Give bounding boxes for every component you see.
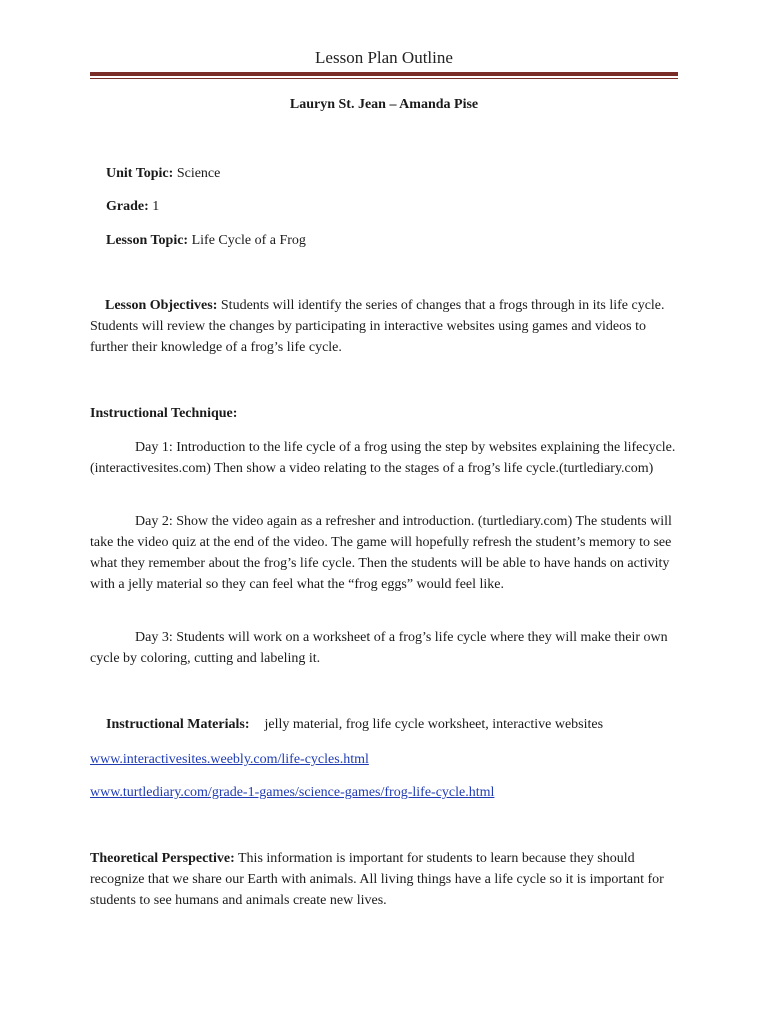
- grade-label: Grade:: [106, 199, 149, 214]
- link-interactivesites-text[interactable]: www.interactivesites.weebly.com/life-cycles.html: [90, 752, 369, 767]
- lesson-topic-line: [106, 230, 306, 251]
- materials-line: [106, 714, 603, 735]
- document-title: Lesson Plan Outline: [315, 48, 453, 67]
- perspective-text: This information is important for students to learn because they should recognize that we share our Earth with animals. All living things have a life cycle so it is important for students to see humans and animals create new lives.: [90, 851, 664, 908]
- authors-line: Lauryn St. Jean – Amanda Pise: [289, 97, 479, 112]
- perspective-label: Theoretical Perspective:: [90, 851, 235, 866]
- materials-value: jelly material, frog life cycle worksheet, interactive websites: [264, 717, 604, 732]
- unit-topic-label: Unit Topic:: [106, 166, 174, 181]
- grade-value: 1: [152, 199, 160, 214]
- grade-line: [106, 196, 159, 217]
- title-rule-thick: [90, 72, 678, 76]
- objectives-label: Lesson Objectives:: [105, 298, 218, 313]
- technique-day-3: Day 3: Students will work on a worksheet of a frog’s life cycle where they will make their own cycle by coloring, cutting and labeling it.: [90, 630, 668, 666]
- link-interactivesites[interactable]: [90, 749, 369, 770]
- link-turtlediary-text[interactable]: www.turtlediary.com/grade-1-games/science-games/frog-life-cycle.html: [90, 785, 495, 800]
- unit-topic-value: Science: [176, 166, 221, 181]
- title-rule-thin: [90, 78, 678, 79]
- objectives-paragraph: [90, 295, 682, 358]
- unit-topic-line: [106, 163, 220, 184]
- lesson-topic-label: Lesson Topic:: [106, 233, 189, 248]
- objectives-text: Students will identify the series of changes that a frogs through in its life cycle. Students will review the changes by participating in interactive websites using games and videos to further their knowledge of a frog’s life cycle.: [90, 298, 665, 355]
- technique-day-1: Day 1: Introduction to the life cycle of a frog using the step by websites explaining the lifecycle. (interactivesites.com) Then show a video relating to the stages of a frog’s life cycle.(turtlediary.com): [90, 440, 676, 476]
- perspective-paragraph: [90, 848, 682, 911]
- materials-label: Instructional Materials:: [106, 717, 250, 732]
- technique-day-2: Day 2: Show the video again as a refresher and introduction. (turtlediary.com) The students will take the video quiz at the end of the video. The game will hopefully refresh the student’s memory to see what they remember about the frog’s life cycle. Then the students will be able to have hands on activity with a jelly material so they can feel what the “frog eggs” would feel like.: [90, 514, 672, 592]
- lesson-topic-value: Life Cycle of a Frog: [191, 233, 306, 248]
- link-turtlediary[interactable]: [90, 782, 494, 803]
- technique-heading: Instructional Technique:: [90, 406, 238, 421]
